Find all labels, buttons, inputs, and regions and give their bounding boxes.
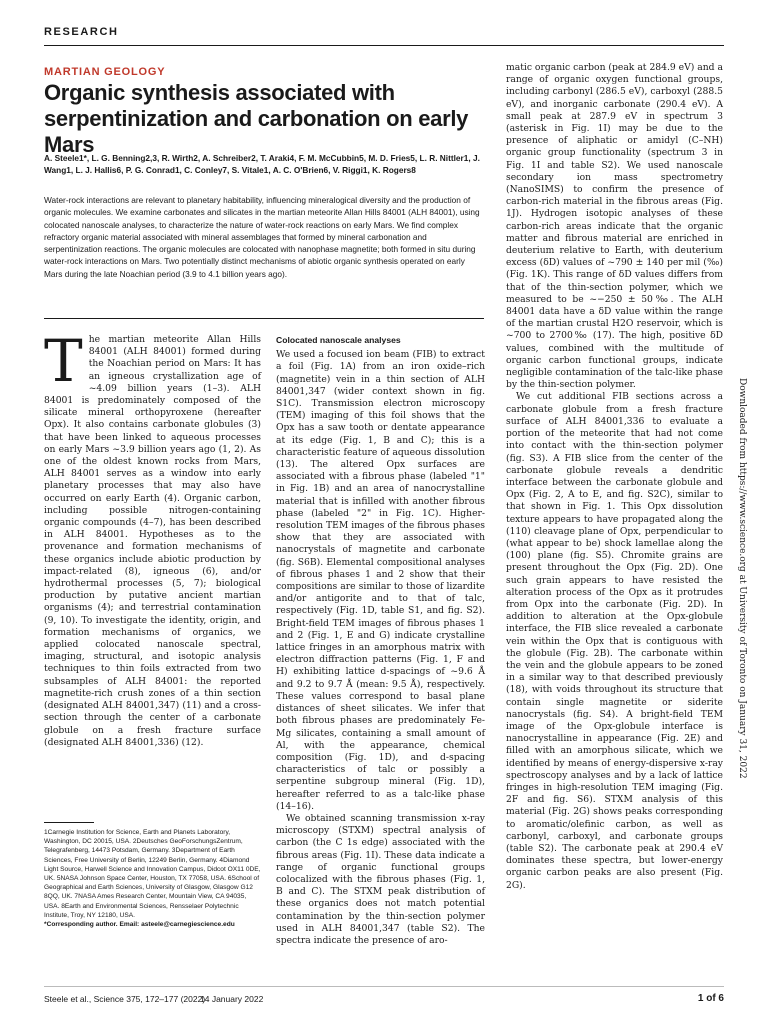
footer-date: 14 January 2022: [200, 994, 264, 1004]
body-paragraph: We used a focused ion beam (FIB) to extract a foil (Fig. 1A) from an iron oxide–rich (magnetite) vein in a thin section of ALH 84001,347 (wider context shown in fig. S1C). Transmission electron microscopy (TEM) imaging of this foil shows that the Opx has a saw tooth or dentate appearance at its edge (Fig. 1, B and C); this is a characteristic feature of aqueous dissolution (13). The altered Opx surfaces are associated with a fibrous phase (labeled "1" in Fig. 1B) and an area of nanocrystalline material that is infilled with another fibrous phase (labeled "2" in Fig. 1C). Higher-resolution TEM images of the fibrous phases show that they are associated with nanocrystals of magnetite and carbonate (fig. S6B). Elemental compositional analyses of fibrous phases 1 and 2 show that their compositions are similar to those of lizardite and/or antigorite and to that of talc, respectively (Fig. 1D, table S1, and fig. S2). Bright-field TEM images of fibrous phases 1 and 2 (Fig. 1, E and G) indicate crystalline lattice fringes in an amorphous matrix with electron diffraction patterns (Fig. 1, F and H) exhibiting lattice d-spacings of ~9.6 Å and 9.2 to 9.7 Å (mean: 9.5 Å), respectively. These values correspond to basal plane distances of sheet silicates. We infer that both fibrous phases are predominately Fe-Mg silicates, containing a small amount of Al, with the appearance, chemical composition (Fig. 1D), and d-spacing characteristics of talc or possibly a serpentine subgroup mineral (Fig. 1D), hereafter referred to as a talc-like phase (14–16).: [276, 349, 485, 812]
drop-cap: T: [44, 327, 83, 395]
body-paragraph: We cut additional FIB sections across a carbonate globule from a fresh fracture surface of ALH 84001,336 to evaluate a portion of the meteorite that had not come into contact with the thin-section polymer (fig. S3). A FIB slice from the center of the carbonate globule reveals a dendritic interface between the carbonate globule and Opx (Fig. 2, A to E, and fig. S2C), similar to that shown in Fig. 1. This Opx dissolution texture appears to have propagated along the (110) cleavage plane of Opx, perpendicular to (what appear to be) shock lamellae along the (100) plane (fig. S5). Chromite grains are present throughout the Opx (Fig. 2D). One such grain appears to have resisted the alteration process of the Opx as it protrudes from Opx into the carbonate (Fig. 2D). In addition to alteration at the Opx-globule interface, the FIB slice revealed a carbonate vein within the Opx that is contiguous with the globule (Fig. 2B). The carbonate within the vein and the globule appears to be zoned in a similar way to that described previously (18), with voids throughout its structure that contain single magnetite or siderite nanocrystals (fig. S4). A bright-field TEM image of the Opx-globule interface is nanocrystalline in appearance (Fig. 2E) and filled with an amorphous silicate, which we identified by means of energy-dispersive x-ray spectroscopy analyses and by a lack of lattice fringes in high-resolution TEM imaging (Fig. 2F and fig. S6). STXM analysis of this material (Fig. 2G) shows peaks corresponding to aromatic/olefinic carbon, as well as carbonyl, carboxyl, and carbonate groups (table S2). The carbonate peak at 290.4 eV dominates these spectra, but lower-energy organic carbon peaks are also present (Fig. 2G).: [506, 391, 723, 891]
body-column-2: [276, 334, 485, 947]
body-column-3: [506, 62, 723, 892]
article-title: Organic synthesis associated with serpentinization and carbonation on early Mars: [44, 80, 469, 157]
affiliations-text: 1Carnegie Institution for Science, Earth and Planets Laboratory, Washington, DC 20015, USA. 2Deutsches GeoForschungsZentrum, Telegrafenberg, 14473 Potsdam, Germany. 3Department of Earth Sciences, Free University of Berlin, 12249 Berlin, Germany. 4Diamond Light Source, Harwell Science and Innovation Campus, Didcot OX11 0DE, UK. 5NASA Johnson Space Center, Houston, TX 77058, USA. 6School of Geographical and Earth Sciences, University of Glasgow, Glasgow G12 8QQ, UK. 7NASA Ames Research Center, Mountain View, CA 94035, USA. 8Earth and Environmental Sciences, Rensselaer Polytechnic Institute, Troy, NY 12180, USA.: [44, 829, 261, 919]
corresponding-author: *Corresponding author. Email: asteele@carnegiescience.edu: [44, 921, 235, 929]
header-rule: [44, 45, 724, 46]
body-paragraph: matic organic carbon (peak at 284.9 eV) and a range of organic oxygen functional groups, including carbonyl (286.5 eV), carboxyl (288.5 eV), and inorganic carbonate (290.4 eV). A small peak at 287.9 eV in spectrum 3 (asterisk in Fig. 1I) may be due to the presence of aliphatic or amidyl (C–NH) organic group functionality (spectrum 3 in Fig. 1I and table S2). We used nanoscale secondary ion mass spectrometry (NanoSIMS) to confirm the presence of carbon-rich material in the fibrous areas (Fig. 1J). Hydrogen isotopic analyses of these carbon-rich areas indicate that the organic matter and fibrous material are enriched in deuterium relative to Earth, with deuterium excess (δD) values of ~790 ± 140 per mil (‰) (Fig. 1K). This range of δD values differs from that of the thin-section polymer, which we measured to be ~−250 ± 50‰. The ALH 84001 data have a δD value within the range of the martian crustal H2O reservoir, which is ~700 to 2700‰ (17). The high, positive δD values, combined with the multitude of organic carbon functional groups, indicate negligible contamination of the talc-like phase by the thin-section polymer.: [506, 62, 723, 391]
article-kicker: MARTIAN GEOLOGY: [44, 66, 166, 78]
affiliations-rule: [44, 822, 94, 823]
abstract: Water-rock interactions are relevant to planetary habitability, influencing mineralogical diversity and the production of organic molecules. We examine carbonates and silicates in the martian meteorite Allan Hills 84001 (ALH 84001), using colocated nanoscale analyses, to characterize the nature of water-rock reactions on early Mars. We find complex refractory organic material associated with mineral assemblages that formed by mineral carbonation and serpentinization reactions. The organic molecules are colocated with nanophase magnetite; both formed in situ during water-rock interactions on Mars. Two potentially distinct mechanisms of abiotic organic synthesis operated on early Mars during the late Noachian period (3.9 to 4.1 billion years ago).: [44, 195, 480, 279]
body-column-1: [44, 327, 261, 749]
footer-rule: [44, 986, 724, 987]
download-note[interactable]: Downloaded from https://www.science.org at University of Toronto on January 31, 2022: [737, 378, 747, 779]
author-list: A. Steele1*, L. G. Benning2,3, R. Wirth2, A. Schreiber2, T. Araki4, F. M. McCubbin5, M. D. Fries5, L. R. Nittler1, J. Wang1, L. J. Hallis6, P. G. Conrad1, C. Conley7, S. Vitale1, A. C. O'Brien6, V. Riggi1, K. Rogers8: [44, 153, 480, 175]
affiliations: [44, 828, 262, 929]
section-label: RESEARCH: [44, 26, 119, 38]
footer-citation: Steele et al., Science 375, 172–177 (2022): [44, 994, 206, 1004]
section-heading: Colocated nanoscale analyses: [276, 335, 401, 345]
body-paragraph: he martian meteorite Allan Hills 84001 (ALH 84001) formed during the Noachian period on Mars: It has an igneous crystallization age of ~4.09 billion years (1–3). ALH 84001 is predominately composed of the silicate mineral orthopyroxene (hereafter Opx). It also contains carbonate globules (3) that have been linked to aqueous processes on early Mars ~3.9 billion years ago (1, 2). As one of the oldest known rocks from Mars, ALH 84001 serves as a window into early planetary processes that may also have occurred on early Earth (4). Organic carbon, including possible nitrogen-containing organic compounds (4–7), has been described in ALH 84001. Hypotheses as to the provenance and formation mechanisms of these organics include abiotic production by impact-related (8), igneous (6), and/or hydrothermal processes (5, 7); biological production by putative ancient martian organisms (4); and terrestrial contamination (9, 10). To investigate the identity, origin, and formation mechanisms of organics, we applied colocated nanoscale spectral, imaging, structural, and isotopic analysis techniques to thin foils extracted from two subsamples of ALH 84001: the reported magnetite-rich crush zones of a thin section (designated ALH 84001,347) (11) and a cross-section through the center of a carbonate globule on a fresh fracture surface (designated ALH 84001,336) (12).: [44, 334, 261, 748]
body-paragraph: We obtained scanning transmission x-ray microscopy (STXM) spectral analysis of carbon (the C 1s edge) associated with the fibrous areas (Fig. 1I). These data indicate a range of organic functional groups colocalized with the fibrous phases (Fig. 1, B and C). The STXM peak distribution of these organics does not match potential contamination by the thin-section polymer used in ALH 84001,347 (table S2). The spectra indicate the presence of aro-: [276, 812, 485, 946]
page-number: 1 of 6: [697, 993, 724, 1004]
abstract-rule: [44, 318, 484, 319]
